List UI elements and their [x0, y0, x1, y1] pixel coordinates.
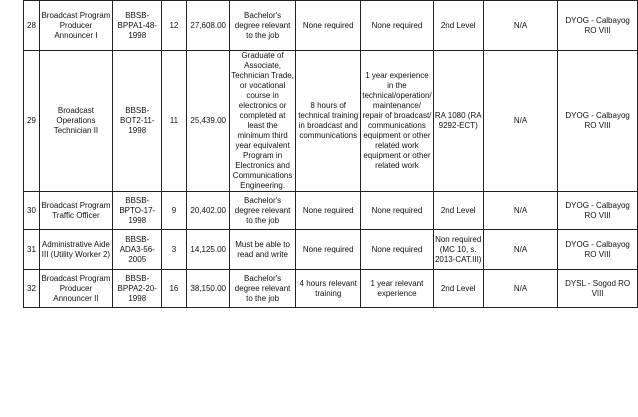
education-requirement: Bachelor's degree relevant to the job: [229, 270, 295, 308]
position-title: Broadcast Program Traffic Officer: [39, 192, 113, 230]
training-requirement: None required: [296, 1, 361, 51]
education-requirement: Graduate of Associate, Technician Trade, or vocational course in electronics or completed at least the minimum third year equivalent Program in Electronics and Communications Engineering.: [231, 51, 294, 190]
competency: N/A: [483, 51, 557, 192]
experience-requirement: 1 year experience in the technical/operation/ maintenance/ repair of broadcast/ communications equipment or other related work equipment or other related work: [361, 51, 433, 192]
row-number: 30: [24, 192, 40, 230]
place-of-assignment: DYOG - Calbayog RO VIII: [558, 192, 638, 230]
training-requirement: 4 hours relevant training: [296, 270, 361, 308]
position-title: Administrative Aide III (Utility Worker 2): [39, 230, 113, 270]
item-number: BBSB-ADA3-56-2005: [113, 230, 162, 270]
place-of-assignment: DYOG - Calbayog RO VIII: [558, 51, 638, 192]
row-number: 29: [24, 51, 40, 192]
row-number: 31: [24, 230, 40, 270]
monthly-salary: 20,402.00: [186, 192, 229, 230]
education-requirement: Bachelor's degree relevant to the job: [229, 1, 295, 51]
row-number: 32: [24, 270, 40, 308]
monthly-salary: 27,608.00: [186, 1, 229, 51]
salary-grade: 3: [162, 230, 186, 270]
position-table: [23, 0, 638, 308]
monthly-salary: 14,125.00: [186, 230, 229, 270]
experience-requirement: None required: [361, 230, 433, 270]
experience-requirement: 1 year relevant experience: [361, 270, 433, 308]
experience-requirement: None required: [361, 1, 433, 51]
competency: N/A: [483, 270, 557, 308]
eligibility-requirement: Non required (MC 10, s. 2013-CAT.III): [433, 230, 483, 270]
monthly-salary: 38,150.00: [186, 270, 229, 308]
eligibility-requirement: 2nd Level: [433, 270, 483, 308]
position-title: Broadcast Program Producer Announcer II: [39, 270, 113, 308]
table-row: [24, 192, 638, 230]
competency: N/A: [483, 230, 557, 270]
table-row: [24, 51, 638, 192]
training-requirement: 8 hours of technical training in broadcast and communications: [296, 51, 361, 192]
position-title: Broadcast Program Producer Announcer I: [39, 1, 113, 51]
row-number: 28: [24, 1, 40, 51]
competency: N/A: [483, 192, 557, 230]
table-row: [24, 1, 638, 51]
item-number: BBSB-BPPA1-48-1998: [113, 1, 162, 51]
salary-grade: 9: [162, 192, 186, 230]
training-requirement: None required: [296, 192, 361, 230]
salary-grade: 16: [162, 270, 186, 308]
monthly-salary: 25,439.00: [186, 51, 229, 192]
salary-grade: 12: [162, 1, 186, 51]
place-of-assignment: DYSL - Sogod RO VIII: [558, 270, 638, 308]
experience-requirement: None required: [361, 192, 433, 230]
table-row: [24, 230, 638, 270]
table-row: [24, 270, 638, 308]
item-number: BBSB-BPTO-17-1998: [113, 192, 162, 230]
salary-grade: 11: [162, 51, 186, 192]
place-of-assignment: DYOG - Calbayog RO VIII: [558, 230, 638, 270]
eligibility-requirement: 2nd Level: [433, 192, 483, 230]
position-title: Broadcast Operations Technician II: [39, 51, 113, 192]
item-number: BBSB-BPPA2-20-1998: [113, 270, 162, 308]
education-requirement: Must be able to read and write: [229, 230, 295, 270]
item-number: BBSB-BOT2-11-1998: [113, 51, 162, 192]
place-of-assignment: DYOG - Calbayog RO VIII: [558, 1, 638, 51]
education-requirement: Bachelor's degree relevant to the job: [229, 192, 295, 230]
eligibility-requirement: RA 1080 (RA 9292-ECT): [433, 51, 483, 192]
eligibility-requirement: 2nd Level: [433, 1, 483, 51]
competency: N/A: [483, 1, 557, 51]
training-requirement: None required: [296, 230, 361, 270]
